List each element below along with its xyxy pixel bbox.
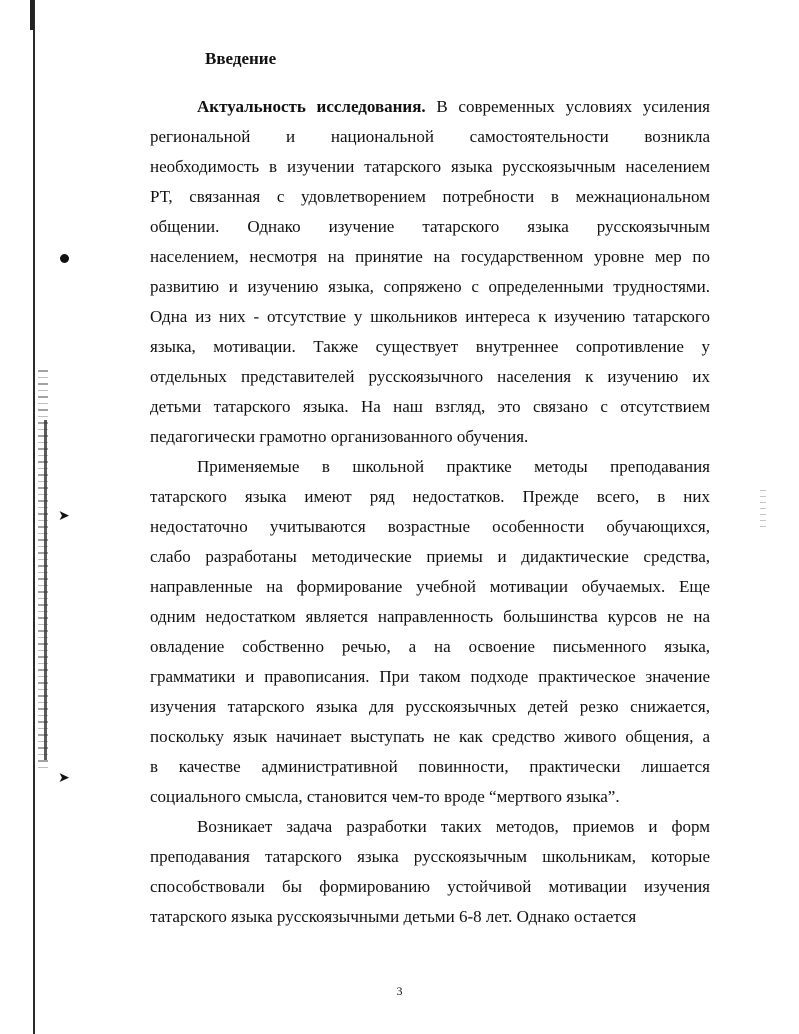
text-line (150, 392, 710, 422)
scan-top-edge (30, 0, 34, 30)
text-line (150, 92, 710, 122)
text-line (150, 122, 710, 152)
line-text: татарского языка имеют ряд недостатков. Прежде всего, в них (150, 487, 710, 506)
line-text: детьми татарского языка. На наш взгляд, это связано с отсутствием (150, 397, 710, 416)
line-text: языка, мотивации. Также существует внутреннее сопротивление у (150, 337, 710, 356)
line-text: поскольку язык начинает выступать не как средство живого общения, а (150, 727, 710, 746)
text-line (150, 812, 710, 842)
text-line (150, 332, 710, 362)
text-line (150, 842, 710, 872)
text-line (150, 542, 710, 572)
text-line (150, 662, 710, 692)
line-text: недостаточно учитываются возрастные особенности обучающихся, (150, 517, 710, 536)
text-line (150, 302, 710, 332)
line-text: одним недостатком является направленность большинства курсов не на (150, 607, 710, 626)
line-text: слабо разработаны методические приемы и дидактические средства, (150, 547, 710, 566)
line-text: РТ, связанная с удовлетворением потребности в межнациональном (150, 187, 710, 206)
line-text: грамматики и правописания. При таком подходе практическое значение (150, 667, 710, 686)
line-text: необходимость в изучении татарского языка русскоязычным населением (150, 157, 710, 176)
text-line (150, 632, 710, 662)
line-text: овладение собственно речью, а на освоение письменного языка, (150, 637, 710, 656)
punch-hole-dot (60, 254, 69, 263)
line-text: отдельных представителей русскоязычного населения к изучению их (150, 367, 710, 386)
text-line (150, 272, 710, 302)
line-text: в качестве административной повинности, практически лишается (150, 757, 710, 776)
text-line (150, 602, 710, 632)
text-line (150, 902, 710, 932)
document-page (150, 46, 710, 932)
text-line (150, 722, 710, 752)
arrow-mark-icon: ➤ (58, 509, 70, 524)
line-text: В современных условиях усиления (425, 97, 710, 116)
text-line (150, 362, 710, 392)
page-number: 3 (396, 984, 403, 998)
scan-left-edge (33, 0, 35, 1034)
line-text: Применяемые в школьной практике методы преподавания (197, 457, 710, 476)
line-text: развитию и изучению языка, сопряжено с определенными трудностями. (150, 277, 710, 296)
paragraph-1 (150, 92, 710, 452)
text-line (150, 452, 710, 482)
text-line (150, 242, 710, 272)
paragraph-2 (150, 452, 710, 812)
line-text: направленные на формирование учебной мотивации обучаемых. Еще (150, 577, 710, 596)
line-text: татарского языка русскоязычными детьми 6-8 лет. Однако остается (150, 907, 637, 926)
text-line (150, 152, 710, 182)
text-line (150, 182, 710, 212)
text-line (150, 512, 710, 542)
text-line (150, 572, 710, 602)
text-line (150, 752, 710, 782)
line-text: региональной и национальной самостоятельности возникла (150, 127, 710, 146)
line-text: педагогически грамотно организованного обучения. (150, 427, 529, 446)
line-text: преподавания татарского языка русскоязычным школьникам, которые (150, 847, 710, 866)
line-text: Возникает задача разработки таких методов, приемов и форм (197, 817, 710, 836)
line-text: населением, несмотря на принятие на государственном уровне мер по (150, 247, 710, 266)
lead-phrase: Актуальность исследования. (197, 97, 426, 116)
text-line (150, 872, 710, 902)
line-text: способствовали бы формированию устойчивой мотивации изучения (150, 877, 710, 896)
text-line (150, 692, 710, 722)
line-text: Одна из них - отсутствие у школьников интереса к изучению татарского (150, 307, 710, 326)
line-text: общении. Однако изучение татарского языка русскоязычным (150, 217, 710, 236)
scan-right-noise (760, 490, 766, 530)
text-line (150, 482, 710, 512)
line-text: изучения татарского языка для русскоязычных детей резко снижается, (150, 697, 710, 716)
text-line (150, 782, 710, 812)
text-line (150, 422, 710, 452)
arrow-mark-icon: ➤ (58, 771, 70, 786)
section-heading: Введение (205, 49, 277, 68)
line-text: социального смысла, становится чем-то вроде “мертвого языка”. (150, 787, 620, 806)
text-line (150, 212, 710, 242)
paragraph-3 (150, 812, 710, 932)
scan-binding-line (44, 420, 47, 760)
